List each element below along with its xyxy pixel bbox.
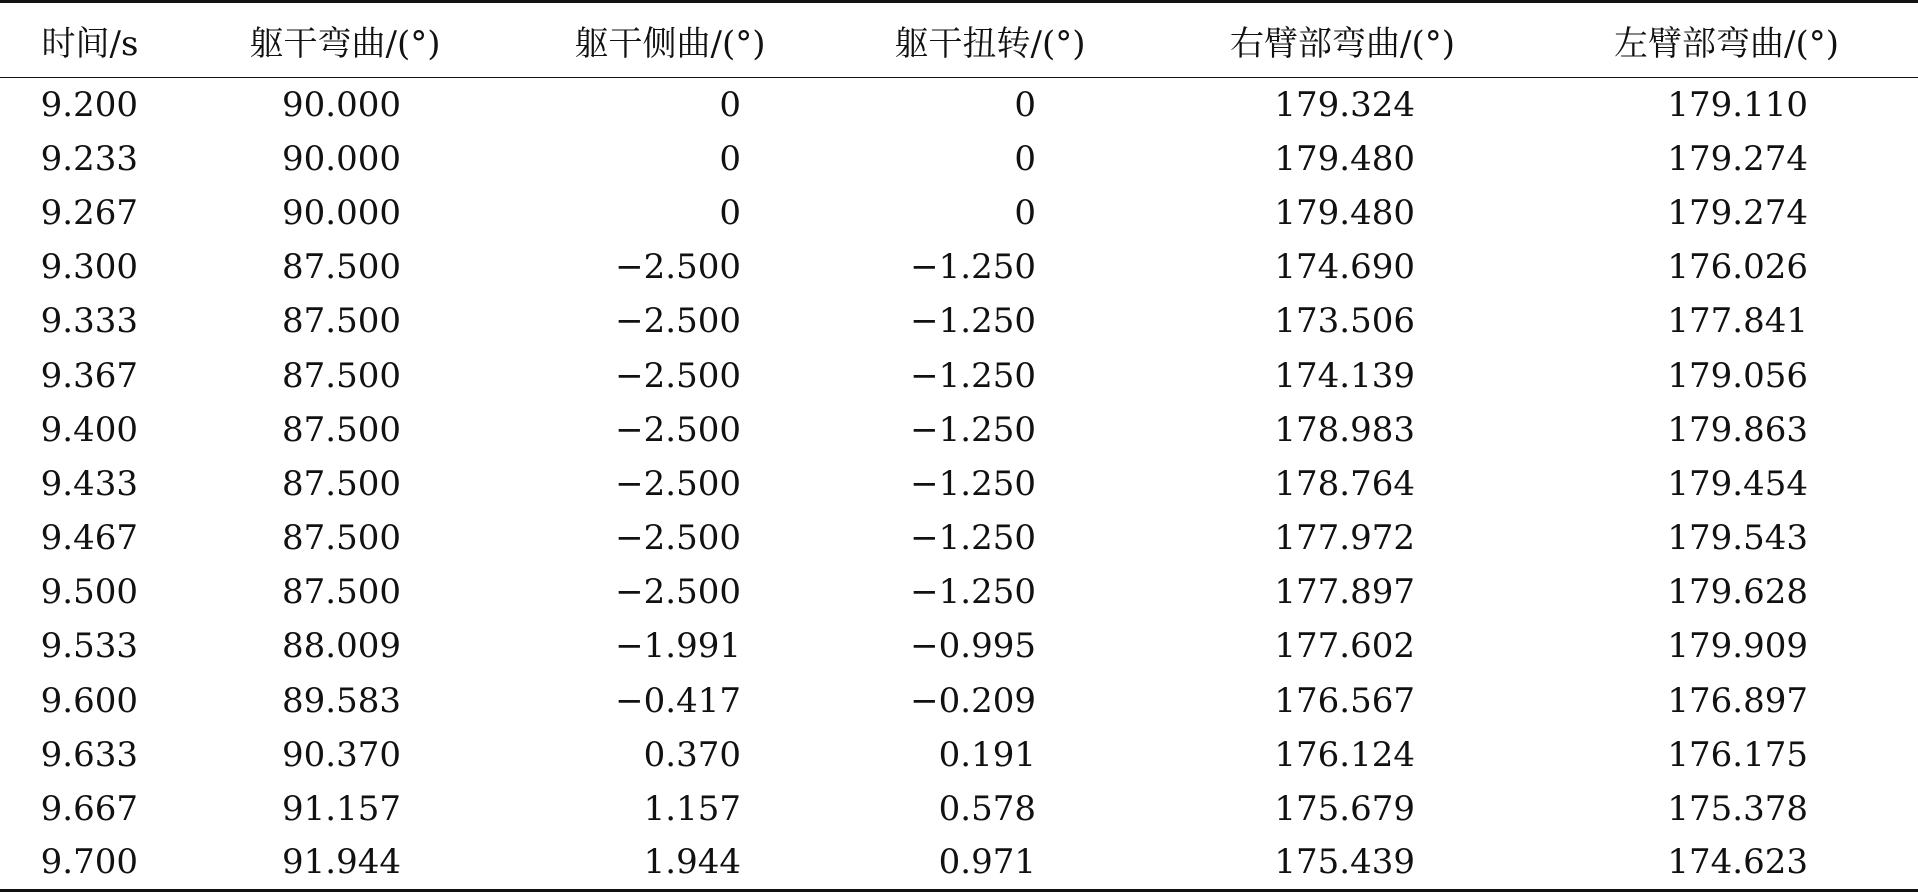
cell-trunk-twist: 0 — [1014, 138, 1036, 179]
cell-time: 9.500 — [40, 572, 138, 613]
table-row — [0, 565, 1918, 619]
table-row — [0, 728, 1918, 782]
cell-right-arm-flexion: 179.324 — [1274, 84, 1415, 125]
cell-right-arm-flexion: 177.602 — [1274, 626, 1415, 667]
cell-trunk-flexion: 87.500 — [282, 518, 401, 559]
cell-trunk-flexion: 87.500 — [282, 301, 401, 342]
cell-time: 9.233 — [40, 138, 138, 179]
table-row — [0, 294, 1918, 348]
cell-trunk-twist: −0.209 — [910, 680, 1036, 721]
cell-trunk-lateral-bend: 0 — [719, 192, 741, 233]
cell-left-arm-flexion: 179.110 — [1667, 84, 1808, 125]
table-row — [0, 619, 1918, 673]
cell-trunk-flexion: 90.000 — [282, 192, 401, 233]
cell-right-arm-flexion: 178.764 — [1274, 463, 1415, 504]
cell-right-arm-flexion: 175.439 — [1150, 836, 1535, 890]
cell-trunk-lateral-bend: −2.500 — [615, 301, 741, 342]
cell-right-arm-flexion: 179.480 — [1274, 192, 1415, 233]
cell-left-arm-flexion: 177.841 — [1667, 301, 1808, 342]
cell-trunk-twist: 0 — [1014, 192, 1036, 233]
cell-trunk-lateral-bend: 1.157 — [643, 789, 741, 830]
cell-time: 9.367 — [40, 355, 138, 396]
cell-trunk-flexion: 89.583 — [282, 680, 401, 721]
cell-trunk-lateral-bend: −2.500 — [615, 409, 741, 450]
header-trunk-lateral-bend: 躯干侧曲/(°) — [510, 2, 830, 78]
table-row — [0, 240, 1918, 294]
cell-trunk-flexion: 90.370 — [282, 734, 401, 775]
cell-time: 9.300 — [40, 247, 138, 288]
cell-left-arm-flexion: 179.909 — [1667, 626, 1808, 667]
cell-left-arm-flexion: 179.628 — [1667, 572, 1808, 613]
cell-right-arm-flexion: 176.567 — [1274, 680, 1415, 721]
cell-trunk-flexion: 91.157 — [282, 789, 401, 830]
cell-trunk-twist: −1.250 — [910, 301, 1036, 342]
cell-trunk-flexion: 87.500 — [282, 409, 401, 450]
cell-trunk-twist: −1.250 — [910, 572, 1036, 613]
table-row — [0, 836, 1918, 890]
cell-right-arm-flexion: 176.124 — [1274, 734, 1415, 775]
table-row — [0, 186, 1918, 240]
header-time: 时间/s — [0, 2, 180, 78]
table-row — [0, 78, 1918, 132]
header-left-arm-flexion: 左臂部弯曲/(°) — [1535, 2, 1918, 78]
table-row — [0, 511, 1918, 565]
cell-trunk-lateral-bend: 1.944 — [510, 836, 830, 890]
cell-right-arm-flexion: 173.506 — [1274, 301, 1415, 342]
cell-trunk-twist: 0.578 — [938, 789, 1036, 830]
cell-trunk-twist: −0.995 — [910, 626, 1036, 667]
cell-trunk-flexion: 90.000 — [282, 84, 401, 125]
cell-time: 9.267 — [40, 192, 138, 233]
cell-left-arm-flexion: 176.026 — [1667, 247, 1808, 288]
cell-trunk-flexion: 91.944 — [180, 836, 510, 890]
cell-right-arm-flexion: 174.690 — [1274, 247, 1415, 288]
cell-time: 9.400 — [40, 409, 138, 450]
cell-left-arm-flexion: 174.623 — [1535, 836, 1918, 890]
cell-time: 9.600 — [40, 680, 138, 721]
cell-trunk-lateral-bend: 0 — [719, 84, 741, 125]
cell-trunk-lateral-bend: −1.991 — [615, 626, 741, 667]
cell-time: 9.667 — [40, 789, 138, 830]
cell-left-arm-flexion: 176.175 — [1667, 734, 1808, 775]
cell-trunk-flexion: 90.000 — [282, 138, 401, 179]
cell-left-arm-flexion: 179.274 — [1667, 138, 1808, 179]
cell-trunk-twist: −1.250 — [910, 355, 1036, 396]
cell-trunk-flexion: 87.500 — [282, 572, 401, 613]
cell-time: 9.533 — [40, 626, 138, 667]
table-row — [0, 348, 1918, 402]
cell-right-arm-flexion: 177.897 — [1274, 572, 1415, 613]
cell-trunk-twist: 0 — [1014, 84, 1036, 125]
cell-trunk-twist: −1.250 — [910, 247, 1036, 288]
cell-time: 9.333 — [40, 301, 138, 342]
cell-right-arm-flexion: 175.679 — [1274, 789, 1415, 830]
header-trunk-twist: 躯干扭转/(°) — [830, 2, 1150, 78]
cell-trunk-lateral-bend: −2.500 — [615, 355, 741, 396]
cell-trunk-lateral-bend: 0.370 — [643, 734, 741, 775]
cell-time: 9.467 — [40, 518, 138, 559]
cell-time: 9.700 — [0, 836, 180, 890]
header-trunk-flexion: 躯干弯曲/(°) — [180, 2, 510, 78]
cell-trunk-lateral-bend: −2.500 — [615, 247, 741, 288]
cell-left-arm-flexion: 179.543 — [1667, 518, 1808, 559]
table-row — [0, 674, 1918, 728]
table-body — [0, 78, 1918, 891]
cell-trunk-flexion: 87.500 — [282, 355, 401, 396]
cell-left-arm-flexion: 179.274 — [1667, 192, 1808, 233]
cell-trunk-twist: −1.250 — [910, 409, 1036, 450]
cell-right-arm-flexion: 174.139 — [1274, 355, 1415, 396]
cell-left-arm-flexion: 175.378 — [1667, 789, 1808, 830]
table-header-row — [0, 2, 1918, 78]
cell-trunk-lateral-bend: −0.417 — [615, 680, 741, 721]
cell-left-arm-flexion: 179.863 — [1667, 409, 1808, 450]
table-row — [0, 782, 1918, 836]
cell-right-arm-flexion: 177.972 — [1274, 518, 1415, 559]
cell-right-arm-flexion: 178.983 — [1274, 409, 1415, 450]
cell-trunk-flexion: 88.009 — [282, 626, 401, 667]
table-row — [0, 132, 1918, 186]
cell-trunk-flexion: 87.500 — [282, 247, 401, 288]
cell-right-arm-flexion: 179.480 — [1274, 138, 1415, 179]
cell-left-arm-flexion: 179.454 — [1667, 463, 1808, 504]
cell-trunk-lateral-bend: 0 — [719, 138, 741, 179]
cell-trunk-twist: 0.191 — [938, 734, 1036, 775]
cell-trunk-twist: 0.971 — [830, 836, 1150, 890]
header-right-arm-flexion: 右臂部弯曲/(°) — [1150, 2, 1535, 78]
cell-left-arm-flexion: 176.897 — [1667, 680, 1808, 721]
table-row — [0, 457, 1918, 511]
cell-trunk-flexion: 87.500 — [282, 463, 401, 504]
cell-trunk-lateral-bend: −2.500 — [615, 463, 741, 504]
cell-trunk-lateral-bend: −2.500 — [615, 518, 741, 559]
cell-time: 9.200 — [40, 84, 138, 125]
cell-trunk-lateral-bend: −2.500 — [615, 572, 741, 613]
cell-left-arm-flexion: 179.056 — [1667, 355, 1808, 396]
table-row — [0, 403, 1918, 457]
cell-trunk-twist: −1.250 — [910, 518, 1036, 559]
cell-time: 9.633 — [40, 734, 138, 775]
cell-time: 9.433 — [40, 463, 138, 504]
cell-trunk-twist: −1.250 — [910, 463, 1036, 504]
